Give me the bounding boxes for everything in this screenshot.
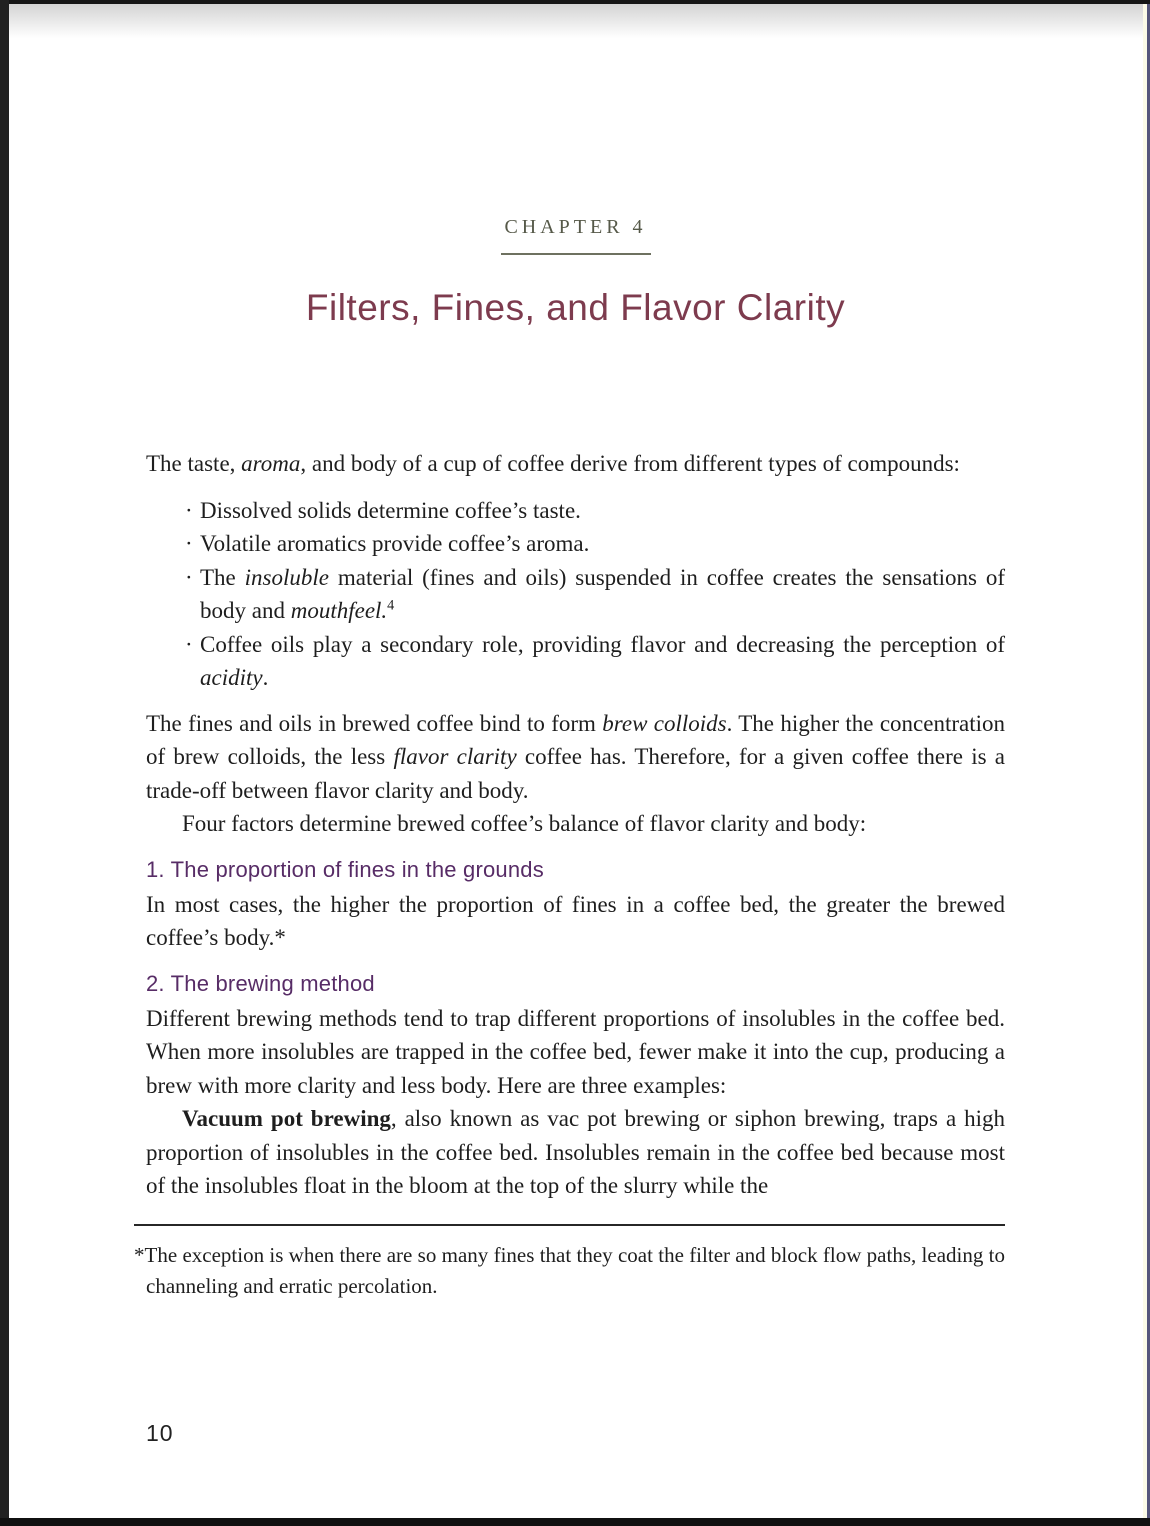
bullet-item <box>146 628 1005 695</box>
section-2-heading: 2. The brewing method <box>146 970 375 996</box>
bullet-text: Dissolved solids determine coffee’s taste. <box>200 497 581 523</box>
section-1-heading: 1. The proportion of fines in the grounds <box>146 856 544 882</box>
chapter-rule <box>501 253 651 255</box>
viewer-bottom-border <box>0 1518 1150 1526</box>
footnote-rule <box>134 1224 1005 1226</box>
paragraph-brew-colloids: The fines and oils in brewed coffee bind to form brew colloids. The higher the concentration of brew colloids, the less flavor clarity coffee has. Therefore, for a given coffee there is a trade-off between flavor clarity and body. <box>146 710 1005 803</box>
bullet-text: Coffee oils play a secondary role, providing flavor and decreasing the perception of acidity. <box>200 631 1005 690</box>
paragraph-vacuum-pot: Vacuum pot brewing, also known as vac pot brewing or siphon brewing, traps a high proportion of insolubles in the coffee bed. Insolubles remain in the coffee bed because most of the insolubles float in the bloom at the top of the slurry while the <box>146 1106 1005 1198</box>
bullet-text: The insoluble material (fines and oils) suspended in coffee creates the sensations of body and mouthfeel.$^4$ <box>200 564 1005 623</box>
page-title: Filters, Fines, and Flavor Clarity <box>305 287 846 328</box>
bullet-dot-icon: · <box>185 497 193 523</box>
bullet-dot-icon: · <box>185 531 193 556</box>
bullet-dot-icon: · <box>185 631 193 657</box>
viewer-left-border <box>0 0 9 1526</box>
bullet-item <box>146 561 1005 628</box>
page-content <box>0 216 1150 1302</box>
viewer-top-border <box>0 0 1150 4</box>
page-number: 10 <box>146 1420 174 1446</box>
section-2-paragraph: Different brewing methods tend to trap different proportions of insolubles in the coffee bed. When more insolubles are trapped in the coffee bed, fewer make it into the cup, producing a brew with more clarity and less body. Here are three examples: <box>146 1005 1005 1098</box>
chapter-label: CHAPTER 4 <box>504 216 647 238</box>
section-1-paragraph: In most cases, the higher the proportion of fines in a coffee bed, the greater the brewed coffee’s body.* <box>146 891 1005 950</box>
bullet-text: Volatile aromatics provide coffee’s aroma. <box>200 531 590 556</box>
footnote-text: *The exception is when there are so many fines that they coat the filter and block flow paths, leading to channeling and erratic percolation. <box>134 1242 1005 1298</box>
bullet-list <box>146 494 1005 695</box>
bullet-item <box>146 494 1005 528</box>
bullet-item <box>146 527 1005 561</box>
paragraph-four-factors: Four factors determine brewed coffee’s balance of flavor clarity and body: <box>182 811 867 836</box>
intro-paragraph: The taste, aroma, and body of a cup of coffee derive from different types of compounds: <box>146 451 960 476</box>
bullet-dot-icon: · <box>185 564 193 590</box>
page-top-shadow <box>9 4 1147 38</box>
